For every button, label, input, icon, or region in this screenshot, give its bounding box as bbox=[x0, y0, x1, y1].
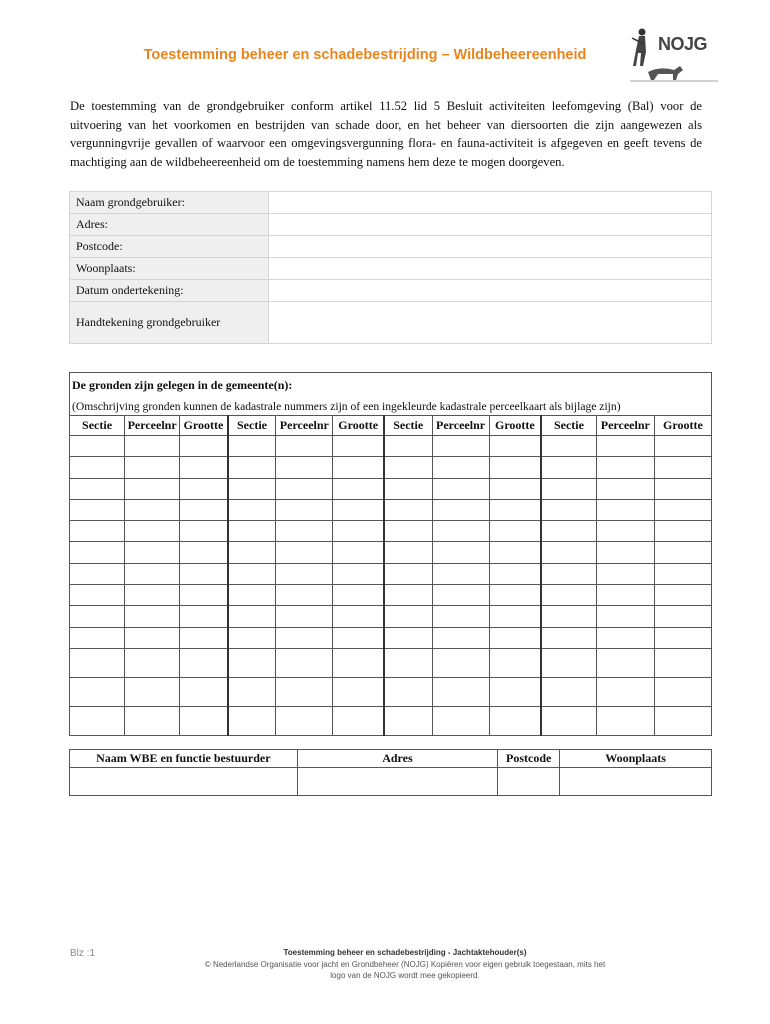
gronden-cell[interactable] bbox=[489, 585, 541, 606]
gronden-cell[interactable] bbox=[333, 648, 384, 677]
gronden-cell[interactable] bbox=[180, 436, 228, 457]
gronden-cell[interactable] bbox=[180, 478, 228, 499]
gronden-cell[interactable] bbox=[489, 606, 541, 627]
gronden-row bbox=[70, 627, 712, 648]
gronden-cell[interactable] bbox=[276, 478, 333, 499]
gronden-cell[interactable] bbox=[333, 478, 384, 499]
gronden-cell[interactable] bbox=[432, 706, 489, 735]
gronden-cell[interactable] bbox=[432, 648, 489, 677]
gronden-cell[interactable] bbox=[228, 563, 276, 584]
gronden-row bbox=[70, 457, 712, 478]
gronden-cell[interactable] bbox=[654, 706, 711, 735]
footer-copyright-line: © Nederlandse Organisatie voor jacht en Grondbeheer (NOJG) Kopiëren voor eigen gebruik toegestaan, mits het bbox=[204, 959, 606, 969]
gronden-cell[interactable] bbox=[180, 542, 228, 563]
gronden-cell[interactable] bbox=[384, 457, 432, 478]
gronden-cell[interactable] bbox=[125, 606, 180, 627]
gronden-cell[interactable] bbox=[596, 521, 654, 542]
gronden-cell[interactable] bbox=[384, 606, 432, 627]
gronden-cell[interactable] bbox=[541, 521, 596, 542]
naam-grondgebruiker-field[interactable] bbox=[269, 192, 712, 214]
gronden-cell[interactable] bbox=[125, 563, 180, 584]
column-header: Sectie bbox=[541, 416, 596, 436]
gronden-cell[interactable] bbox=[180, 706, 228, 735]
gronden-cell[interactable] bbox=[333, 457, 384, 478]
column-header: Grootte bbox=[489, 416, 541, 436]
field-label: Handtekening grondgebruiker bbox=[70, 302, 269, 344]
gronden-cell[interactable] bbox=[489, 627, 541, 648]
gronden-cell[interactable] bbox=[654, 478, 711, 499]
gronden-row bbox=[70, 478, 712, 499]
gronden-cell[interactable] bbox=[489, 563, 541, 584]
gronden-cell[interactable] bbox=[384, 563, 432, 584]
gronden-cell[interactable] bbox=[228, 627, 276, 648]
form-row bbox=[70, 280, 712, 302]
gronden-cell[interactable] bbox=[228, 436, 276, 457]
form-row bbox=[70, 214, 712, 236]
gronden-cell[interactable] bbox=[70, 521, 125, 542]
field-label: Postcode: bbox=[70, 236, 269, 258]
gronden-cell[interactable] bbox=[228, 606, 276, 627]
gronden-cell[interactable] bbox=[432, 436, 489, 457]
form-row bbox=[70, 302, 712, 344]
gronden-row bbox=[70, 585, 712, 606]
column-header: Perceelnr bbox=[596, 416, 654, 436]
gronden-cell[interactable] bbox=[384, 706, 432, 735]
column-header: Perceelnr bbox=[125, 416, 180, 436]
gronden-cell[interactable] bbox=[384, 627, 432, 648]
gronden-cell[interactable] bbox=[228, 585, 276, 606]
gronden-row bbox=[70, 542, 712, 563]
gronden-cell[interactable] bbox=[125, 542, 180, 563]
wbe-postcode-cell[interactable] bbox=[498, 768, 560, 796]
logo-text: NOJG bbox=[658, 34, 708, 54]
gronden-cell[interactable] bbox=[180, 563, 228, 584]
gronden-cell[interactable] bbox=[276, 563, 333, 584]
gronden-cell[interactable] bbox=[489, 706, 541, 735]
gronden-cell[interactable] bbox=[541, 436, 596, 457]
gronden-row bbox=[70, 677, 712, 706]
gronden-cell[interactable] bbox=[432, 521, 489, 542]
gronden-cell[interactable] bbox=[333, 706, 384, 735]
gronden-row bbox=[70, 606, 712, 627]
gronden-cell[interactable] bbox=[596, 436, 654, 457]
gronden-cell[interactable] bbox=[489, 457, 541, 478]
gronden-cell[interactable] bbox=[70, 606, 125, 627]
gronden-cell[interactable] bbox=[541, 457, 596, 478]
gronden-cell[interactable] bbox=[432, 499, 489, 520]
gronden-cell[interactable] bbox=[180, 627, 228, 648]
field-label: Datum ondertekening: bbox=[70, 280, 269, 302]
gronden-cell[interactable] bbox=[541, 677, 596, 706]
gronden-cell[interactable] bbox=[596, 677, 654, 706]
gronden-cell[interactable] bbox=[432, 457, 489, 478]
gronden-cell[interactable] bbox=[541, 478, 596, 499]
gronden-cell[interactable] bbox=[276, 677, 333, 706]
gronden-cell[interactable] bbox=[276, 706, 333, 735]
gronden-cell[interactable] bbox=[333, 563, 384, 584]
gronden-cell[interactable] bbox=[541, 585, 596, 606]
field-label: Adres: bbox=[70, 214, 269, 236]
gronden-cell[interactable] bbox=[596, 706, 654, 735]
field-label: Naam grondgebruiker: bbox=[70, 192, 269, 214]
gronden-cell[interactable] bbox=[70, 563, 125, 584]
gronden-cell[interactable] bbox=[180, 521, 228, 542]
gronden-cell[interactable] bbox=[432, 478, 489, 499]
field-label: Woonplaats: bbox=[70, 258, 269, 280]
gronden-cell[interactable] bbox=[654, 677, 711, 706]
gronden-subheading-row bbox=[70, 398, 712, 416]
column-header: Sectie bbox=[228, 416, 276, 436]
gronden-cell[interactable] bbox=[276, 585, 333, 606]
gronden-table bbox=[69, 372, 712, 736]
gronden-cell[interactable] bbox=[489, 542, 541, 563]
gronden-cell[interactable] bbox=[276, 542, 333, 563]
gronden-cell[interactable] bbox=[654, 563, 711, 584]
gronden-cell[interactable] bbox=[489, 436, 541, 457]
form-row bbox=[70, 236, 712, 258]
gronden-cell[interactable] bbox=[276, 648, 333, 677]
gronden-cell[interactable] bbox=[125, 478, 180, 499]
footer-title: Toestemming beheer en schadebestrijding - Jachtaktehouder(s) bbox=[283, 948, 527, 957]
gronden-cell[interactable] bbox=[125, 648, 180, 677]
gronden-row bbox=[70, 648, 712, 677]
gronden-cell[interactable] bbox=[432, 627, 489, 648]
form-row bbox=[70, 258, 712, 280]
page-title: Toestemming beheer en schadebestrijding – Wildbeheereenheid bbox=[143, 47, 587, 63]
gronden-cell[interactable] bbox=[654, 542, 711, 563]
handtekening-field[interactable] bbox=[269, 302, 712, 344]
gronden-cell[interactable] bbox=[228, 542, 276, 563]
gronden-cell[interactable] bbox=[228, 677, 276, 706]
gronden-cell[interactable] bbox=[654, 521, 711, 542]
gronden-cell[interactable] bbox=[654, 585, 711, 606]
gronden-cell[interactable] bbox=[70, 457, 125, 478]
gronden-cell[interactable] bbox=[596, 542, 654, 563]
gronden-cell[interactable] bbox=[125, 585, 180, 606]
wbe-input-row bbox=[70, 768, 712, 796]
gronden-cell[interactable] bbox=[333, 627, 384, 648]
gronden-cell[interactable] bbox=[596, 627, 654, 648]
gronden-cell[interactable] bbox=[654, 436, 711, 457]
postcode-field[interactable] bbox=[269, 236, 712, 258]
column-header: Sectie bbox=[384, 416, 432, 436]
datum-ondertekening-field[interactable] bbox=[269, 280, 712, 302]
gronden-cell[interactable] bbox=[384, 478, 432, 499]
gronden-cell[interactable] bbox=[432, 585, 489, 606]
gronden-cell[interactable] bbox=[654, 457, 711, 478]
wbe-woonplaats-cell[interactable] bbox=[560, 768, 712, 796]
gronden-cell[interactable] bbox=[70, 677, 125, 706]
gronden-cell[interactable] bbox=[333, 542, 384, 563]
gronden-cell[interactable] bbox=[333, 585, 384, 606]
gronden-cell[interactable] bbox=[276, 521, 333, 542]
form-row bbox=[70, 192, 712, 214]
column-header: Perceelnr bbox=[276, 416, 333, 436]
gronden-heading-row bbox=[70, 373, 712, 399]
column-header: Grootte bbox=[654, 416, 711, 436]
column-header: Adres bbox=[297, 750, 498, 768]
gronden-cell[interactable] bbox=[596, 478, 654, 499]
gronden-cell[interactable] bbox=[180, 457, 228, 478]
gronden-cell[interactable] bbox=[596, 606, 654, 627]
gronden-row bbox=[70, 706, 712, 735]
gronden-cell[interactable] bbox=[333, 606, 384, 627]
gronden-cell[interactable] bbox=[489, 478, 541, 499]
gronden-cell[interactable] bbox=[489, 677, 541, 706]
gronden-cell[interactable] bbox=[384, 499, 432, 520]
gronden-cell[interactable] bbox=[180, 499, 228, 520]
gronden-cell[interactable] bbox=[125, 706, 180, 735]
gronden-cell[interactable] bbox=[333, 521, 384, 542]
gronden-subheading: (Omschrijving gronden kunnen de kadastrale nummers zijn of een ingekleurde kadastrale perceelkaart als bijlage zijn) bbox=[70, 398, 712, 416]
gronden-column-header-row bbox=[70, 416, 712, 436]
gronden-cell[interactable] bbox=[125, 627, 180, 648]
gronden-cell[interactable] bbox=[654, 627, 711, 648]
gronden-cell[interactable] bbox=[596, 585, 654, 606]
gronden-cell[interactable] bbox=[384, 436, 432, 457]
gronden-row bbox=[70, 436, 712, 457]
gronden-cell[interactable] bbox=[384, 648, 432, 677]
gronden-cell[interactable] bbox=[125, 521, 180, 542]
column-header: Woonplaats bbox=[560, 750, 712, 768]
gronden-cell[interactable] bbox=[276, 436, 333, 457]
gronden-cell[interactable] bbox=[384, 585, 432, 606]
gronden-cell[interactable] bbox=[125, 677, 180, 706]
gronden-cell[interactable] bbox=[541, 499, 596, 520]
gronden-cell[interactable] bbox=[125, 499, 180, 520]
gronden-cell[interactable] bbox=[276, 627, 333, 648]
footer-copyright-line: logo van de NOJG wordt mee gekopieerd. bbox=[330, 971, 480, 980]
gronden-cell[interactable] bbox=[276, 457, 333, 478]
gronden-cell[interactable] bbox=[654, 648, 711, 677]
gronden-cell[interactable] bbox=[228, 648, 276, 677]
gronden-cell[interactable] bbox=[276, 499, 333, 520]
wbe-table bbox=[69, 749, 712, 796]
gronden-cell[interactable] bbox=[180, 677, 228, 706]
footer bbox=[140, 947, 670, 982]
gronden-cell[interactable] bbox=[384, 677, 432, 706]
gronden-cell[interactable] bbox=[432, 542, 489, 563]
gronden-cell[interactable] bbox=[489, 499, 541, 520]
gronden-cell[interactable] bbox=[333, 677, 384, 706]
gronden-heading: De gronden zijn gelegen in de gemeente(n): bbox=[70, 373, 712, 399]
woonplaats-field[interactable] bbox=[269, 258, 712, 280]
gronden-cell[interactable] bbox=[333, 499, 384, 520]
gronden-cell[interactable] bbox=[432, 606, 489, 627]
gronden-cell[interactable] bbox=[333, 436, 384, 457]
wbe-header-row bbox=[70, 750, 712, 768]
column-header: Naam WBE en functie bestuurder bbox=[70, 750, 298, 768]
gronden-cell[interactable] bbox=[541, 563, 596, 584]
grondgebruiker-form bbox=[69, 191, 712, 344]
column-header: Perceelnr bbox=[432, 416, 489, 436]
wbe-naam-cell[interactable] bbox=[70, 768, 298, 796]
gronden-cell[interactable] bbox=[489, 521, 541, 542]
gronden-cell[interactable] bbox=[596, 648, 654, 677]
gronden-cell[interactable] bbox=[541, 542, 596, 563]
gronden-cell[interactable] bbox=[70, 542, 125, 563]
gronden-cell[interactable] bbox=[541, 606, 596, 627]
gronden-cell[interactable] bbox=[228, 478, 276, 499]
gronden-cell[interactable] bbox=[70, 478, 125, 499]
gronden-cell[interactable] bbox=[541, 648, 596, 677]
gronden-cell[interactable] bbox=[384, 542, 432, 563]
gronden-cell[interactable] bbox=[541, 706, 596, 735]
gronden-cell[interactable] bbox=[432, 677, 489, 706]
gronden-row bbox=[70, 563, 712, 584]
column-header: Grootte bbox=[180, 416, 228, 436]
page-number: Blz :1 bbox=[70, 948, 96, 959]
wbe-adres-cell[interactable] bbox=[297, 768, 498, 796]
gronden-cell[interactable] bbox=[228, 457, 276, 478]
gronden-cell[interactable] bbox=[125, 436, 180, 457]
gronden-cell[interactable] bbox=[228, 706, 276, 735]
gronden-cell[interactable] bbox=[70, 585, 125, 606]
gronden-row bbox=[70, 499, 712, 520]
intro-paragraph: De toestemming van de grondgebruiker conform artikel 11.52 lid 5 Besluit activiteiten leefomgeving (Bal) voor de uitvoering van het voorkomen en bestrijden van schade door, en het beheer van diersoorten die zijn aangewezen als vergunningvrije gevallen of waarvoor een omgevingsvergunning flora- en fauna-activiteit is afgegeven en geeft tevens de machtiging aan de wildbeheereenheid om de toestemming namens hem deze te mogen doorgeven. bbox=[70, 99, 702, 169]
gronden-cell[interactable] bbox=[432, 563, 489, 584]
gronden-cell[interactable] bbox=[70, 499, 125, 520]
gronden-cell[interactable] bbox=[596, 457, 654, 478]
gronden-cell[interactable] bbox=[180, 648, 228, 677]
gronden-cell[interactable] bbox=[180, 585, 228, 606]
gronden-cell[interactable] bbox=[489, 648, 541, 677]
nojg-logo bbox=[630, 26, 718, 84]
gronden-cell[interactable] bbox=[180, 606, 228, 627]
gronden-cell[interactable] bbox=[276, 606, 333, 627]
gronden-cell[interactable] bbox=[596, 563, 654, 584]
gronden-cell[interactable] bbox=[596, 499, 654, 520]
gronden-cell[interactable] bbox=[70, 648, 125, 677]
gronden-cell[interactable] bbox=[228, 521, 276, 542]
gronden-cell[interactable] bbox=[384, 521, 432, 542]
gronden-cell[interactable] bbox=[70, 436, 125, 457]
gronden-cell[interactable] bbox=[541, 627, 596, 648]
gronden-cell[interactable] bbox=[70, 627, 125, 648]
adres-field[interactable] bbox=[269, 214, 712, 236]
gronden-cell[interactable] bbox=[654, 499, 711, 520]
gronden-row bbox=[70, 521, 712, 542]
column-header: Grootte bbox=[333, 416, 384, 436]
gronden-cell[interactable] bbox=[125, 457, 180, 478]
column-header: Postcode bbox=[498, 750, 560, 768]
gronden-cell[interactable] bbox=[70, 706, 125, 735]
column-header: Sectie bbox=[70, 416, 125, 436]
gronden-cell[interactable] bbox=[228, 499, 276, 520]
gronden-cell[interactable] bbox=[654, 606, 711, 627]
